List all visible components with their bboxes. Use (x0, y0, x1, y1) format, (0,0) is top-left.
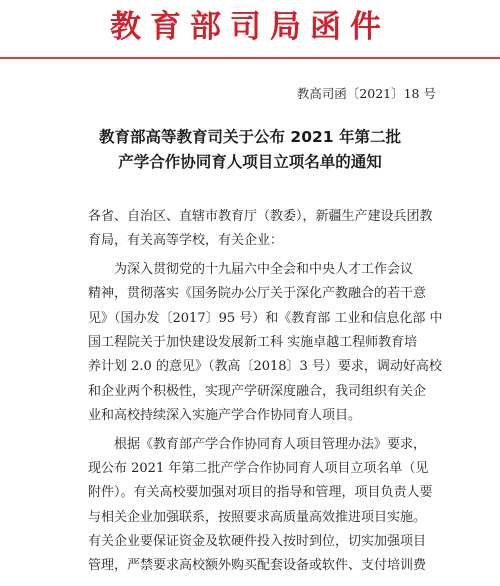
paragraph-1-line: 和企业两个积极性，实现产学研深度融合，我司组织有关企 (88, 383, 427, 399)
paragraph-2 (88, 433, 440, 579)
document-body (88, 205, 443, 579)
paragraph-2-line: 附件）。有关高校要加强对项目的指导和管理，项目负责人要 (88, 485, 433, 501)
paragraph-1-line: 为深入贯彻党的十九届六中全会和中央人才工作会议 (114, 261, 414, 277)
addressee-line-1: 各省、自治区、直辖市教育厅（教委），新疆生产建设兵团教 (88, 209, 433, 224)
document-title-line-1: 教育部高等教育司关于公布 2021 年第二批 (99, 128, 401, 146)
paragraph-1 (88, 258, 443, 429)
letterhead-red-rule (0, 57, 500, 59)
paragraph-2-line: 现公布 2021 年第二批产学合作协同育人项目立项名单（见 (88, 460, 429, 476)
letterhead-title: 教育部司局函件 (110, 9, 390, 45)
paragraph-2-line: 管理，严禁要求高校额外购买配套设备或软件、支付培训费 (88, 558, 427, 574)
document-title-line-2: 产学合作协同育人项目立项名单的通知 (118, 153, 382, 171)
paragraph-2-line: 与相关企业加强联系，按照要求高质量高效推进项目实施。 (88, 509, 427, 525)
paragraph-1-line: 业和高校持续深入实施产学合作协同育人项目。 (88, 408, 362, 424)
addressee-line-2: 育局，有关高等学校，有关企业： (88, 233, 284, 249)
paragraph-2-line: 有关企业要保证资金及软硬件投入按时到位，切实加强项目 (88, 534, 427, 550)
paragraph-1-line: 见》（国办发〔2017〕95 号）和《教育部 工业和信息化部 中 (88, 310, 443, 326)
paragraph-1-line: 养计划 2.0 的意见》（教高〔2018〕3 号）要求，调动好高校 (88, 359, 442, 375)
paragraph-1-line: 国工程院关于加快建设发展新工科 实施卓越工程师教育培 (88, 334, 418, 350)
paragraph-2-line: 根据《教育部产学合作协同育人项目管理办法》要求， (114, 436, 427, 452)
document-number: 教高司函〔2021〕18 号 (296, 86, 436, 101)
paragraph-1-line: 精神，贯彻落实《国务院办公厅关于深化产教融合的若干意 (88, 286, 427, 302)
document-title (0, 125, 500, 175)
letterhead (0, 0, 500, 52)
